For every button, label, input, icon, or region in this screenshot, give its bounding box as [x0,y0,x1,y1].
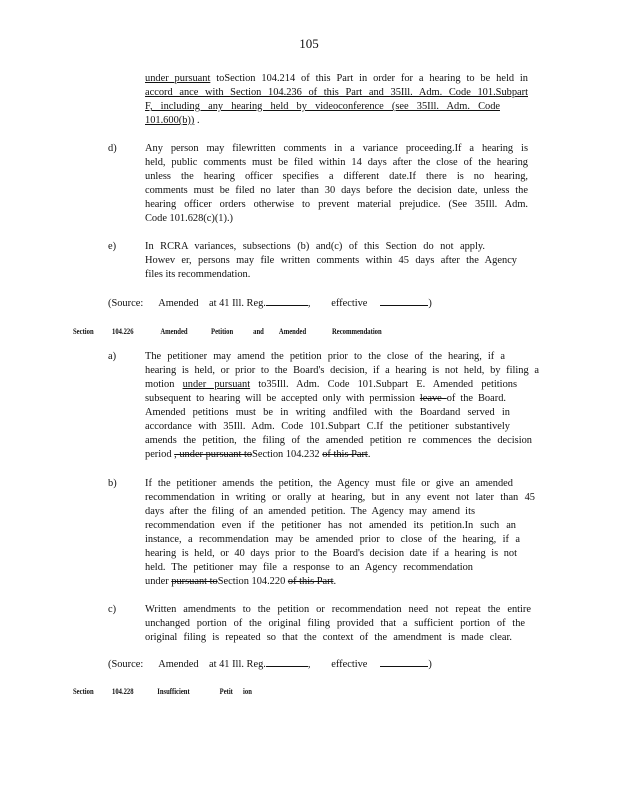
blank-line [266,657,308,667]
text-line: under pursuant toSection 104.220 of this Part. [145,576,337,587]
source-label: (Source: [108,659,144,670]
register-label: at 41 Ill. Reg. [209,298,266,309]
text-line: files its recommendation. [145,269,251,280]
item-b-paragraph [145,477,535,589]
text-line: days after the filing of an amended petition. The Agency may amend its [145,506,475,517]
heading-word: Recommendation [331,326,382,336]
text-line: under pursuant toSection 104.214 of this Part in order for a hearing to be held in [145,73,528,84]
text-line: comments must be filed no later than 30 days before the decision date, unless the [145,185,528,196]
text-line: recommendation in writing or orally at hearing, but in any event not later than 45 [145,492,535,503]
item-c-label: c) [108,604,117,615]
text-line: hearing is held, or 40 days prior to the Board's decision date if a hearing is not [145,548,517,559]
item-d-paragraph [145,142,528,226]
effective-label: effective [331,659,368,670]
item-a-label: a) [108,351,117,362]
register-label: at 41 Ill. Reg. [209,659,266,670]
text-line: Howev er, persons may file written comments within 45 days after the Agency [145,255,517,266]
item-e-label: e) [108,241,117,252]
effective-label: effective [331,298,368,309]
amended-label: Amended [158,298,199,309]
text-line: instance, a recommendation may be amended prior to close of the hearing, if a [145,534,520,545]
text-line: held. The petitioner may file a response to an Agency recommendation [145,562,473,573]
text-line: hearing officer orders otherwise to prevent material prejudice. (See 35Ill. Adm. [145,199,528,210]
text-line: Amended petitions must be in writing andfiled with the Boardand served in [145,407,510,418]
source-label: (Source: [108,298,144,309]
text-line: unchanged portion of the original filing provided that a sufficient portion of the [145,618,525,629]
text-line: accord ance with Section 104.236 of this Part and 35Ill. Adm. Code 101.Subpart [145,87,528,98]
text-line: Written amendments to the petition or recommendation need not repeat the entire [145,604,531,615]
heading-word: Insufficient [157,686,190,696]
page-number: 105 [299,36,319,51]
blank-line [380,657,428,667]
text-line: held, public comments must be filed within 14 days after the close of the hearing [145,157,528,168]
text-line: If the petitioner amends the petition, the Agency must file or give an amended [145,478,513,489]
text-line: original filing is repeated so that the context of the amendment is made clear. [145,632,512,643]
section-number: 104.228 [112,686,134,696]
text-line: The petitioner may amend the petition prior to the close of the hearing, if a [145,351,505,362]
item-a-paragraph [145,350,539,462]
text-line: period , under pursuant toSection 104.232 of this Part. [145,449,371,460]
text-line: 101.600(b)) . [145,115,200,126]
source-note: (Source: Amended at 41 Ill. Reg. , effective ) [108,298,432,309]
heading-word: and [253,326,264,336]
section-heading [73,686,252,696]
text-line: F, including any hearing held by videoconference (see 35Ill. Adm. Code [145,101,500,112]
blank-line [380,296,428,306]
text-line: In RCRA variances, subsections (b) and(c) of this Section do not apply. [145,241,485,252]
item-d-label: d) [108,143,117,154]
text-line: Code 101.628(c)(1).) [145,213,234,224]
heading-word: ion [243,686,252,696]
amended-label: Amended [158,659,199,670]
text-line: hearing is held, or prior to the Board's decision, if a hearing is not held, by filing a [145,365,539,376]
section-number: 104.226 [112,326,134,336]
section-label: Section [73,326,94,336]
blank-line [266,296,308,306]
source-note: (Source: Amended at 41 Ill. Reg. , effective ) [108,659,432,670]
text-line: unless the hearing officer specifies a different date.If there is no hearing, [145,171,528,182]
item-c-paragraph [145,603,531,645]
text-line: subsequent to hearing will be accepted only with permission leave of the Board. [145,393,506,404]
text-line: recommendation even if the petitioner has not amended its petition.In such an [145,520,516,531]
item-b-label: b) [108,478,117,489]
item-e-paragraph [145,240,517,282]
heading-word: Petition [211,326,234,336]
section-label: Section [73,686,94,696]
heading-word: Amended [278,326,307,336]
heading-word: Amended [160,326,188,336]
text-line: amends the petition, the filing of the amended petition re commences the decision [145,435,532,446]
text-line: Any person may filewritten comments in a variance proceeding.If a hearing is [145,143,528,154]
heading-word: Petit [219,686,233,696]
section-heading [73,326,382,336]
text-line: motion under pursuant to35Ill. Adm. Code 101.Subpart E. Amended petitions [145,379,517,390]
intro-paragraph [145,72,528,128]
text-line: accordance with 35Ill. Adm. Code 101.Subpart C.If the petitioner substantively [145,421,510,432]
